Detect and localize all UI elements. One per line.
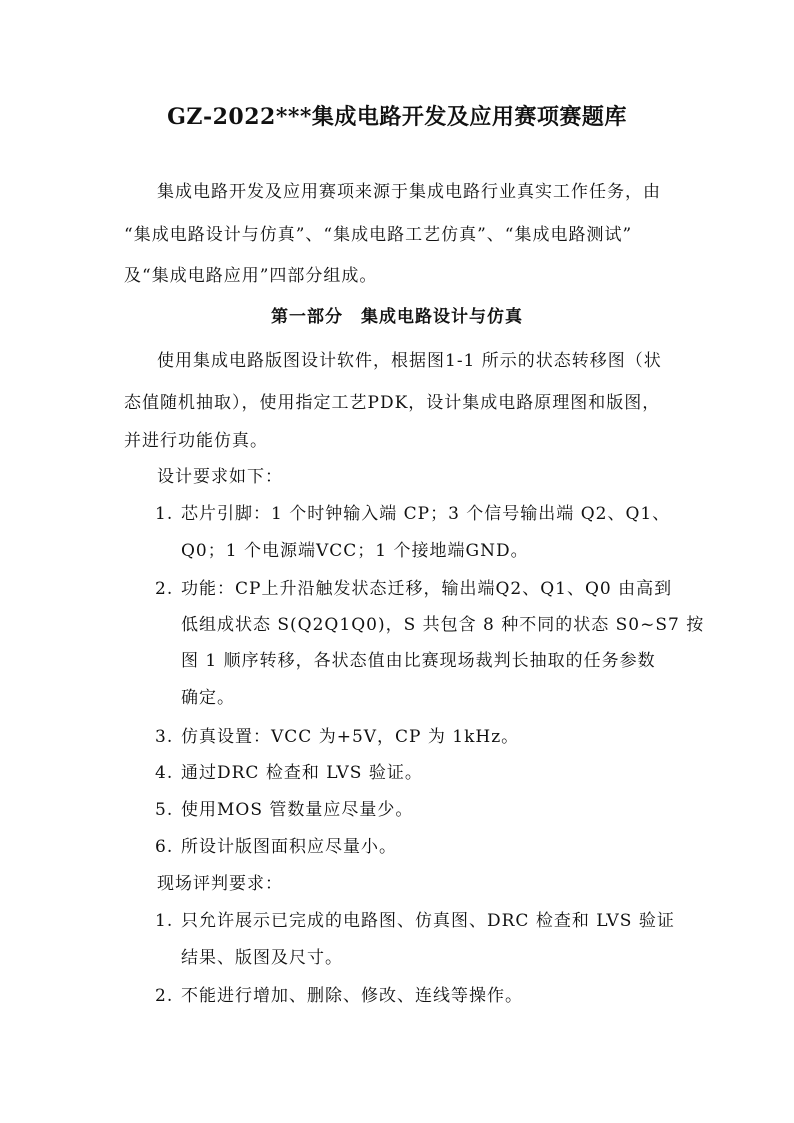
task-line-2: 态值随机抽取），使用指定工艺PDK，设计集成电路原理图和版图， — [124, 393, 661, 413]
judge-req-label: 现场评判要求： — [157, 874, 283, 894]
list-text: 所设计版图面积应尽量小。 — [181, 837, 397, 857]
list-item — [155, 722, 519, 747]
task-line-1: 使用集成电路版图设计软件，根据图1-1 所示的状态转移图（状 — [157, 351, 662, 371]
list-item — [155, 795, 413, 820]
list-number: 4. — [155, 763, 174, 783]
intro-line-2: “集成电路设计与仿真”、“集成电路工艺仿真”、“集成电路测试” — [124, 225, 633, 245]
list-item — [155, 758, 423, 783]
page-title: GZ-2022***集成电路开发及应用赛项赛题库 — [167, 104, 627, 130]
intro-line-1: 集成电路开发及应用赛项来源于集成电路行业真实工作任务，由 — [157, 182, 661, 202]
list-text: 芯片引脚：1 个时钟输入端 CP；3 个信号输出端 Q2、Q1、 — [181, 504, 671, 524]
design-req-label: 设计要求如下： — [157, 467, 283, 487]
list-text: 仿真设置：VCC 为+5V，CP 为 1kHz。 — [181, 727, 520, 747]
list-text-continued: 低组成状态 S(Q2Q1Q0)，S 共包含 8 种不同的状态 S0~S7 按 — [181, 615, 705, 635]
section-heading-part1: 第一部分 集成电路设计与仿真 — [271, 307, 523, 327]
list-text-continued: Q0；1 个电源端VCC；1 个接地端GND。 — [181, 541, 529, 561]
list-number: 5. — [155, 800, 174, 820]
list-number: 2. — [155, 579, 174, 599]
list-item — [155, 574, 672, 599]
list-item — [155, 906, 675, 931]
list-text: 只允许展示已完成的电路图、仿真图、DRC 检查和 LVS 验证 — [181, 911, 675, 931]
list-number: 1. — [155, 504, 174, 524]
task-line-3: 并进行功能仿真。 — [124, 431, 268, 451]
list-item — [155, 981, 523, 1006]
list-number: 2. — [155, 986, 174, 1006]
list-text: 功能：CP上升沿触发状态迁移，输出端Q2、Q1、Q0 由高到 — [181, 579, 673, 599]
list-number: 3. — [155, 727, 174, 747]
list-item — [155, 832, 397, 857]
list-item — [155, 499, 670, 524]
list-number: 1. — [155, 911, 174, 931]
list-text-continued: 确定。 — [181, 688, 235, 708]
list-number: 6. — [155, 837, 174, 857]
list-text-continued: 结果、版图及尺寸。 — [181, 948, 343, 968]
list-text: 使用MOS 管数量应尽量少。 — [181, 800, 414, 820]
list-text: 通过DRC 检查和 LVS 验证。 — [181, 763, 423, 783]
intro-line-3: 及“集成电路应用”四部分组成。 — [124, 266, 378, 286]
list-text: 不能进行增加、删除、修改、连线等操作。 — [181, 986, 523, 1006]
list-text-continued: 图 1 顺序转移，各状态值由比赛现场裁判长抽取的任务参数 — [181, 651, 656, 671]
